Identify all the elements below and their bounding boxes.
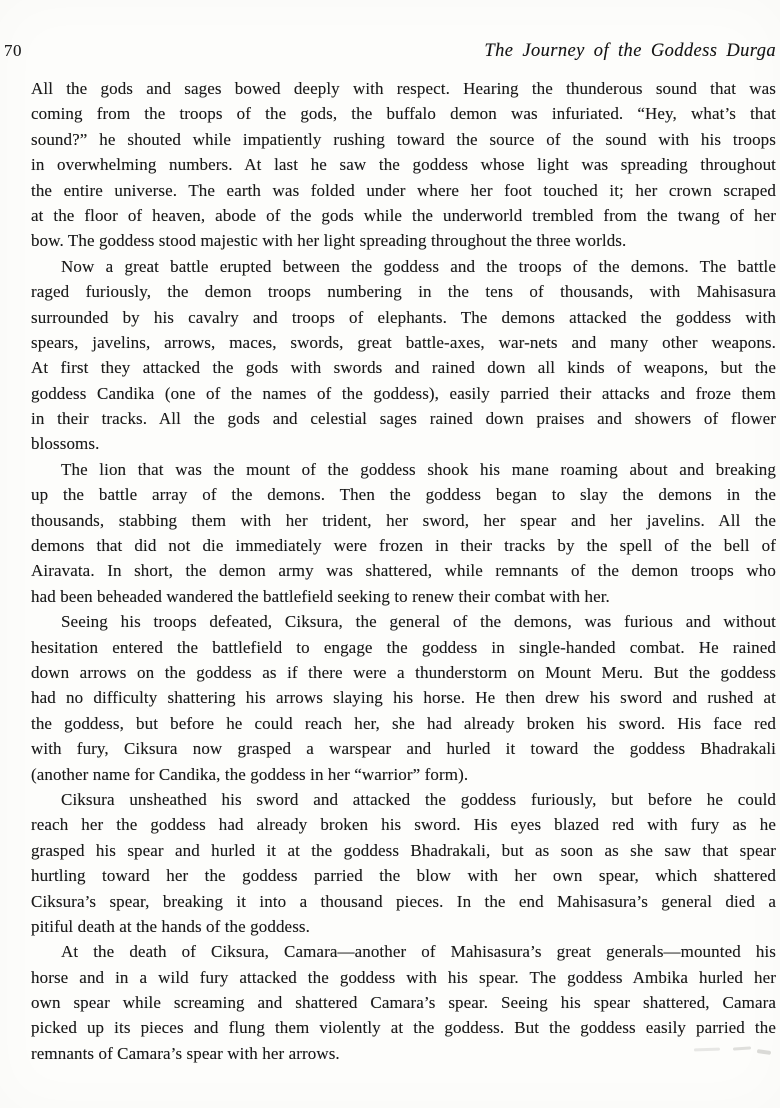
text-line: own spear while screaming and shattered Camara’s spear. Seeing his spear shattered, Camara bbox=[31, 993, 776, 1013]
text-line: The lion that was the mount of the goddess shook his mane roaming about and breaking bbox=[61, 459, 776, 479]
text-line: Now a great battle erupted between the goddess and the troops of the demons. The battle bbox=[61, 256, 776, 276]
text-line: surrounded by his cavalry and troops of elephants. The demons attacked the goddess with bbox=[31, 307, 776, 327]
text-line: Ciksura’s spear, breaking it into a thousand pieces. In the end Mahisasura’s general died a bbox=[31, 891, 776, 911]
text-line: At first they attacked the gods with swords and rained down all kinds of weapons, but the bbox=[31, 358, 776, 378]
text-line: picked up its pieces and flung them violently at the goddess. But the goddess easily parried the bbox=[31, 1018, 776, 1038]
text-line: the goddess, but before he could reach her, she had already broken his sword. His face red bbox=[31, 713, 776, 733]
text-line: All the gods and sages bowed deeply with respect. Hearing the thunderous sound that was bbox=[31, 79, 776, 98]
text-line: in their tracks. All the gods and celestial sages rained down praises and showers of flower bbox=[31, 409, 776, 429]
text-line: hurtling toward her the goddess parried the blow with her own spear, which shattered bbox=[31, 866, 776, 886]
text-line: thousands, stabbing them with her trident, her sword, her spear and her javelins. All the bbox=[31, 510, 776, 530]
text-line: pitiful death at the hands of the goddess. bbox=[31, 916, 310, 936]
text-line: At the death of Ciksura, Camara—another of Mahisasura’s great generals—mounted his bbox=[61, 942, 776, 962]
text-line: with fury, Ciksura now grasped a warspear and hurled it toward the goddess Bhadrakali bbox=[31, 739, 776, 759]
text-line: spears, javelins, arrows, maces, swords, great battle-axes, war-nets and many other weapons. bbox=[31, 332, 776, 352]
running-header-title: The Journey of the Goddess Durga bbox=[484, 41, 776, 61]
text-line: grasped his spear and hurled it at the goddess Bhadrakali, but as soon as she saw that spear bbox=[31, 840, 776, 860]
text-line: in overwhelming numbers. At last he saw the goddess whose light was spreading throughout bbox=[31, 155, 776, 175]
text-line: up the battle array of the demons. Then the goddess began to slay the demons in the bbox=[31, 485, 776, 505]
text-line: Airavata. In short, the demon army was shattered, while remnants of the demon troops who bbox=[31, 561, 776, 581]
text-line: the entire universe. The earth was folded under where her foot touched it; her crown scraped bbox=[31, 180, 776, 200]
text-line: (another name for Candika, the goddess in her “warrior” form). bbox=[31, 764, 469, 784]
text-line: bow. The goddess stood majestic with her light spreading throughout the three worlds. bbox=[31, 231, 627, 251]
text-line: down arrows on the goddess as if there were a thunderstorm on Mount Meru. But the goddess bbox=[31, 662, 776, 682]
text-line: goddess Candika (one of the names of the goddess), easily parried their attacks and froze them bbox=[31, 383, 776, 403]
text-line: horse and in a wild fury attacked the goddess with his spear. The goddess Ambika hurled her bbox=[31, 967, 776, 987]
text-line: had been beheaded wandered the battlefield seeking to renew their combat with her. bbox=[31, 586, 610, 606]
page-body bbox=[31, 76, 776, 1066]
text-line: sound?” he shouted while impatiently rushing toward the source of the sound with his troops bbox=[31, 129, 776, 149]
text-line: demons that did not die immediately were frozen in their tracks by the spell of the bell of bbox=[31, 536, 776, 556]
text-line: coming from the troops of the gods, the buffalo demon was infuriated. “Hey, what’s that bbox=[31, 104, 776, 124]
text-line: raged furiously, the demon troops numbering in the tens of thousands, with Mahisasura bbox=[31, 282, 776, 302]
text-line: blossoms. bbox=[31, 434, 100, 454]
text-line: hesitation entered the battlefield to engage the goddess in single-handed combat. He rained bbox=[31, 637, 776, 657]
text-line: reach her the goddess had already broken his sword. His eyes blazed red with fury as he bbox=[31, 815, 776, 835]
page-number: 70 bbox=[4, 41, 22, 60]
text-line: at the floor of heaven, abode of the gods while the underworld trembled from the twang of her bbox=[31, 205, 776, 225]
text-line: Ciksura unsheathed his sword and attacked the goddess furiously, but before he could bbox=[61, 789, 776, 809]
text-line: remnants of Camara’s spear with her arrows. bbox=[31, 1043, 340, 1063]
page-header bbox=[4, 41, 776, 62]
text-line: had no difficulty shattering his arrows slaying his horse. He then drew his sword and rushed at bbox=[31, 688, 776, 708]
text-line: Seeing his troops defeated, Ciksura, the general of the demons, was furious and without bbox=[61, 612, 776, 632]
